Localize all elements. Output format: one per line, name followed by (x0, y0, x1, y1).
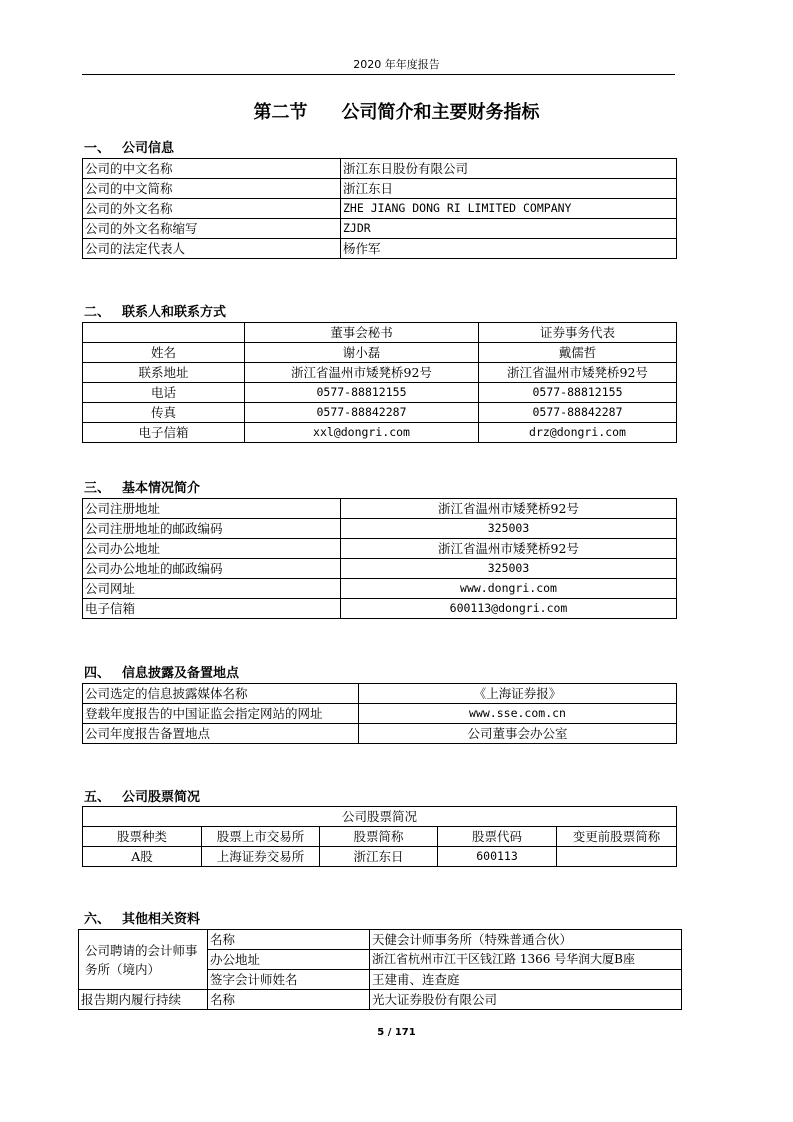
section-heading-basic-info (84, 477, 200, 496)
table-cell: xxl@dongri.com (245, 423, 479, 443)
table-cell: 0577-88842287 (479, 403, 677, 423)
table-cell: 公司的法定代表人 (83, 239, 341, 259)
table-cell: 公司选定的信息披露媒体名称 (83, 684, 359, 704)
table-cell: 公司的外文名称缩写 (83, 219, 341, 239)
table-row (83, 599, 677, 619)
table-cell: 浙江东日 (320, 847, 438, 867)
section-heading-text: 基本情况简介 (122, 481, 201, 496)
table-row (83, 684, 677, 704)
table-row (83, 179, 677, 199)
table-cell: 公司办公地址 (83, 539, 341, 559)
report-header: 2020 年年度报告 (353, 58, 440, 71)
section-heading-text: 一、 (84, 141, 111, 156)
table-cell: 0577-88812155 (245, 383, 479, 403)
table-row (79, 930, 682, 950)
table-cell: 浙江省温州市矮凳桥92号 (341, 539, 677, 559)
page-number: 5 / 171 (377, 1027, 416, 1038)
table-cell: 公司董事会办公室 (359, 724, 677, 744)
table-cell: 浙江省杭州市江干区钱江路 1366 号华润大厦B座 (370, 950, 682, 970)
table-cell: 600113 (438, 847, 557, 867)
table-header-row (83, 323, 677, 343)
table-row (83, 499, 677, 519)
section-heading-text: 六、 (84, 912, 111, 927)
basic-info-table (82, 498, 677, 619)
table-cell: 0577-88812155 (479, 383, 677, 403)
table-row (83, 704, 677, 724)
section-name: 公司简介和主要财务指标 (341, 102, 540, 123)
contacts-table (82, 322, 677, 443)
table-cell: 证券事务代表 (479, 323, 677, 343)
section-heading-text: 公司信息 (122, 141, 175, 156)
table-cell: 名称 (208, 930, 370, 950)
section-heading-text: 二、 (84, 305, 111, 320)
table-cell: 戴儒哲 (479, 343, 677, 363)
table-cell: 浙江东日股份有限公司 (341, 159, 677, 179)
table-row (83, 363, 677, 383)
table-row (83, 847, 677, 867)
table-cell: 王建甫、连查庭 (370, 970, 682, 990)
table-row (83, 423, 677, 443)
table-cell: 325003 (341, 519, 677, 539)
table-header-row (83, 827, 677, 847)
table-cell: A股 (83, 847, 202, 867)
table-cell: 股票上市交易所 (202, 827, 320, 847)
table-cell: 姓名 (83, 343, 245, 363)
header-divider (82, 74, 675, 75)
table-cell: www.sse.com.cn (359, 704, 677, 724)
table-cell (83, 323, 245, 343)
stock-caption: 公司股票简况 (83, 807, 677, 827)
section-number: 第二节 (253, 102, 308, 123)
table-cell: 公司注册地址 (83, 499, 341, 519)
table-cell: www.dongri.com (341, 579, 677, 599)
table-row (83, 403, 677, 423)
table-cell: 浙江省温州市矮凳桥92号 (479, 363, 677, 383)
section-heading-other (84, 908, 200, 927)
section-heading-disclosure (84, 662, 239, 681)
table-cell: 股票种类 (83, 827, 202, 847)
table-row (83, 159, 677, 179)
table-cell: 0577-88842287 (245, 403, 479, 423)
section-heading-text: 其他相关资料 (122, 912, 201, 927)
table-cell: 公司的外文名称 (83, 199, 341, 219)
table-row (83, 579, 677, 599)
table-cell: 325003 (341, 559, 677, 579)
section-heading-contacts (84, 301, 226, 320)
table-row (83, 383, 677, 403)
table-cell: 杨作军 (341, 239, 677, 259)
table-row (79, 990, 682, 1010)
other-info-table (78, 929, 682, 1010)
table-row (83, 724, 677, 744)
table-cell: 浙江东日 (341, 179, 677, 199)
section-heading-text: 四、 (84, 666, 111, 681)
table-cell: 签字会计师姓名 (208, 970, 370, 990)
table-cell: 登载年度报告的中国证监会指定网站的网址 (83, 704, 359, 724)
table-cell: 谢小磊 (245, 343, 479, 363)
table-cell: 电子信箱 (83, 599, 341, 619)
table-cell: 董事会秘书 (245, 323, 479, 343)
section-heading-text: 信息披露及备置地点 (122, 666, 240, 681)
table-cell: 公司办公地址的邮政编码 (83, 559, 341, 579)
table-cell: 名称 (208, 990, 370, 1010)
section-heading-text: 公司股票简况 (122, 790, 201, 805)
stock-table (82, 806, 677, 867)
table-row (83, 219, 677, 239)
table-cell: 变更前股票简称 (557, 827, 677, 847)
section-heading-company-info (84, 137, 174, 156)
table-row (83, 539, 677, 559)
table-cell: 公司网址 (83, 579, 341, 599)
table-cell: 电话 (83, 383, 245, 403)
table-row (83, 519, 677, 539)
table-caption-row (83, 807, 677, 827)
table-cell: 光大证券股份有限公司 (370, 990, 682, 1010)
table-cell: 股票代码 (438, 827, 557, 847)
table-cell: 上海证券交易所 (202, 847, 320, 867)
section-heading-text: 五、 (84, 790, 111, 805)
table-row (83, 343, 677, 363)
table-cell: 公司注册地址的邮政编码 (83, 519, 341, 539)
table-cell: 天健会计师事务所（特殊普通合伙） (370, 930, 682, 950)
section-heading-text: 联系人和联系方式 (122, 305, 227, 320)
table-row (83, 239, 677, 259)
table-cell: 办公地址 (208, 950, 370, 970)
table-cell: 电子信箱 (83, 423, 245, 443)
table-row (83, 199, 677, 219)
section-heading-text: 三、 (84, 481, 111, 496)
table-cell: drz@dongri.com (479, 423, 677, 443)
table-cell: 浙江省温州市矮凳桥92号 (245, 363, 479, 383)
section-heading-stock (84, 786, 200, 805)
table-cell: 联系地址 (83, 363, 245, 383)
table-cell: 传真 (83, 403, 245, 423)
page-title (0, 98, 793, 124)
table-row (83, 559, 677, 579)
table-cell: 600113@dongri.com (341, 599, 677, 619)
table-cell (557, 847, 677, 867)
disclosure-table (82, 683, 677, 744)
sponsor-group-label: 报告期内履行持续 (79, 990, 208, 1010)
table-cell: 《上海证券报》 (359, 684, 677, 704)
auditor-group-label: 公司聘请的会计师事务所（境内） (79, 930, 208, 990)
company-info-table (82, 158, 677, 259)
table-cell: ZHE JIANG DONG RI LIMITED COMPANY (341, 199, 677, 219)
table-cell: 股票简称 (320, 827, 438, 847)
table-cell: 公司的中文简称 (83, 179, 341, 199)
table-cell: 公司年度报告备置地点 (83, 724, 359, 744)
table-cell: ZJDR (341, 219, 677, 239)
table-cell: 浙江省温州市矮凳桥92号 (341, 499, 677, 519)
table-cell: 公司的中文名称 (83, 159, 341, 179)
